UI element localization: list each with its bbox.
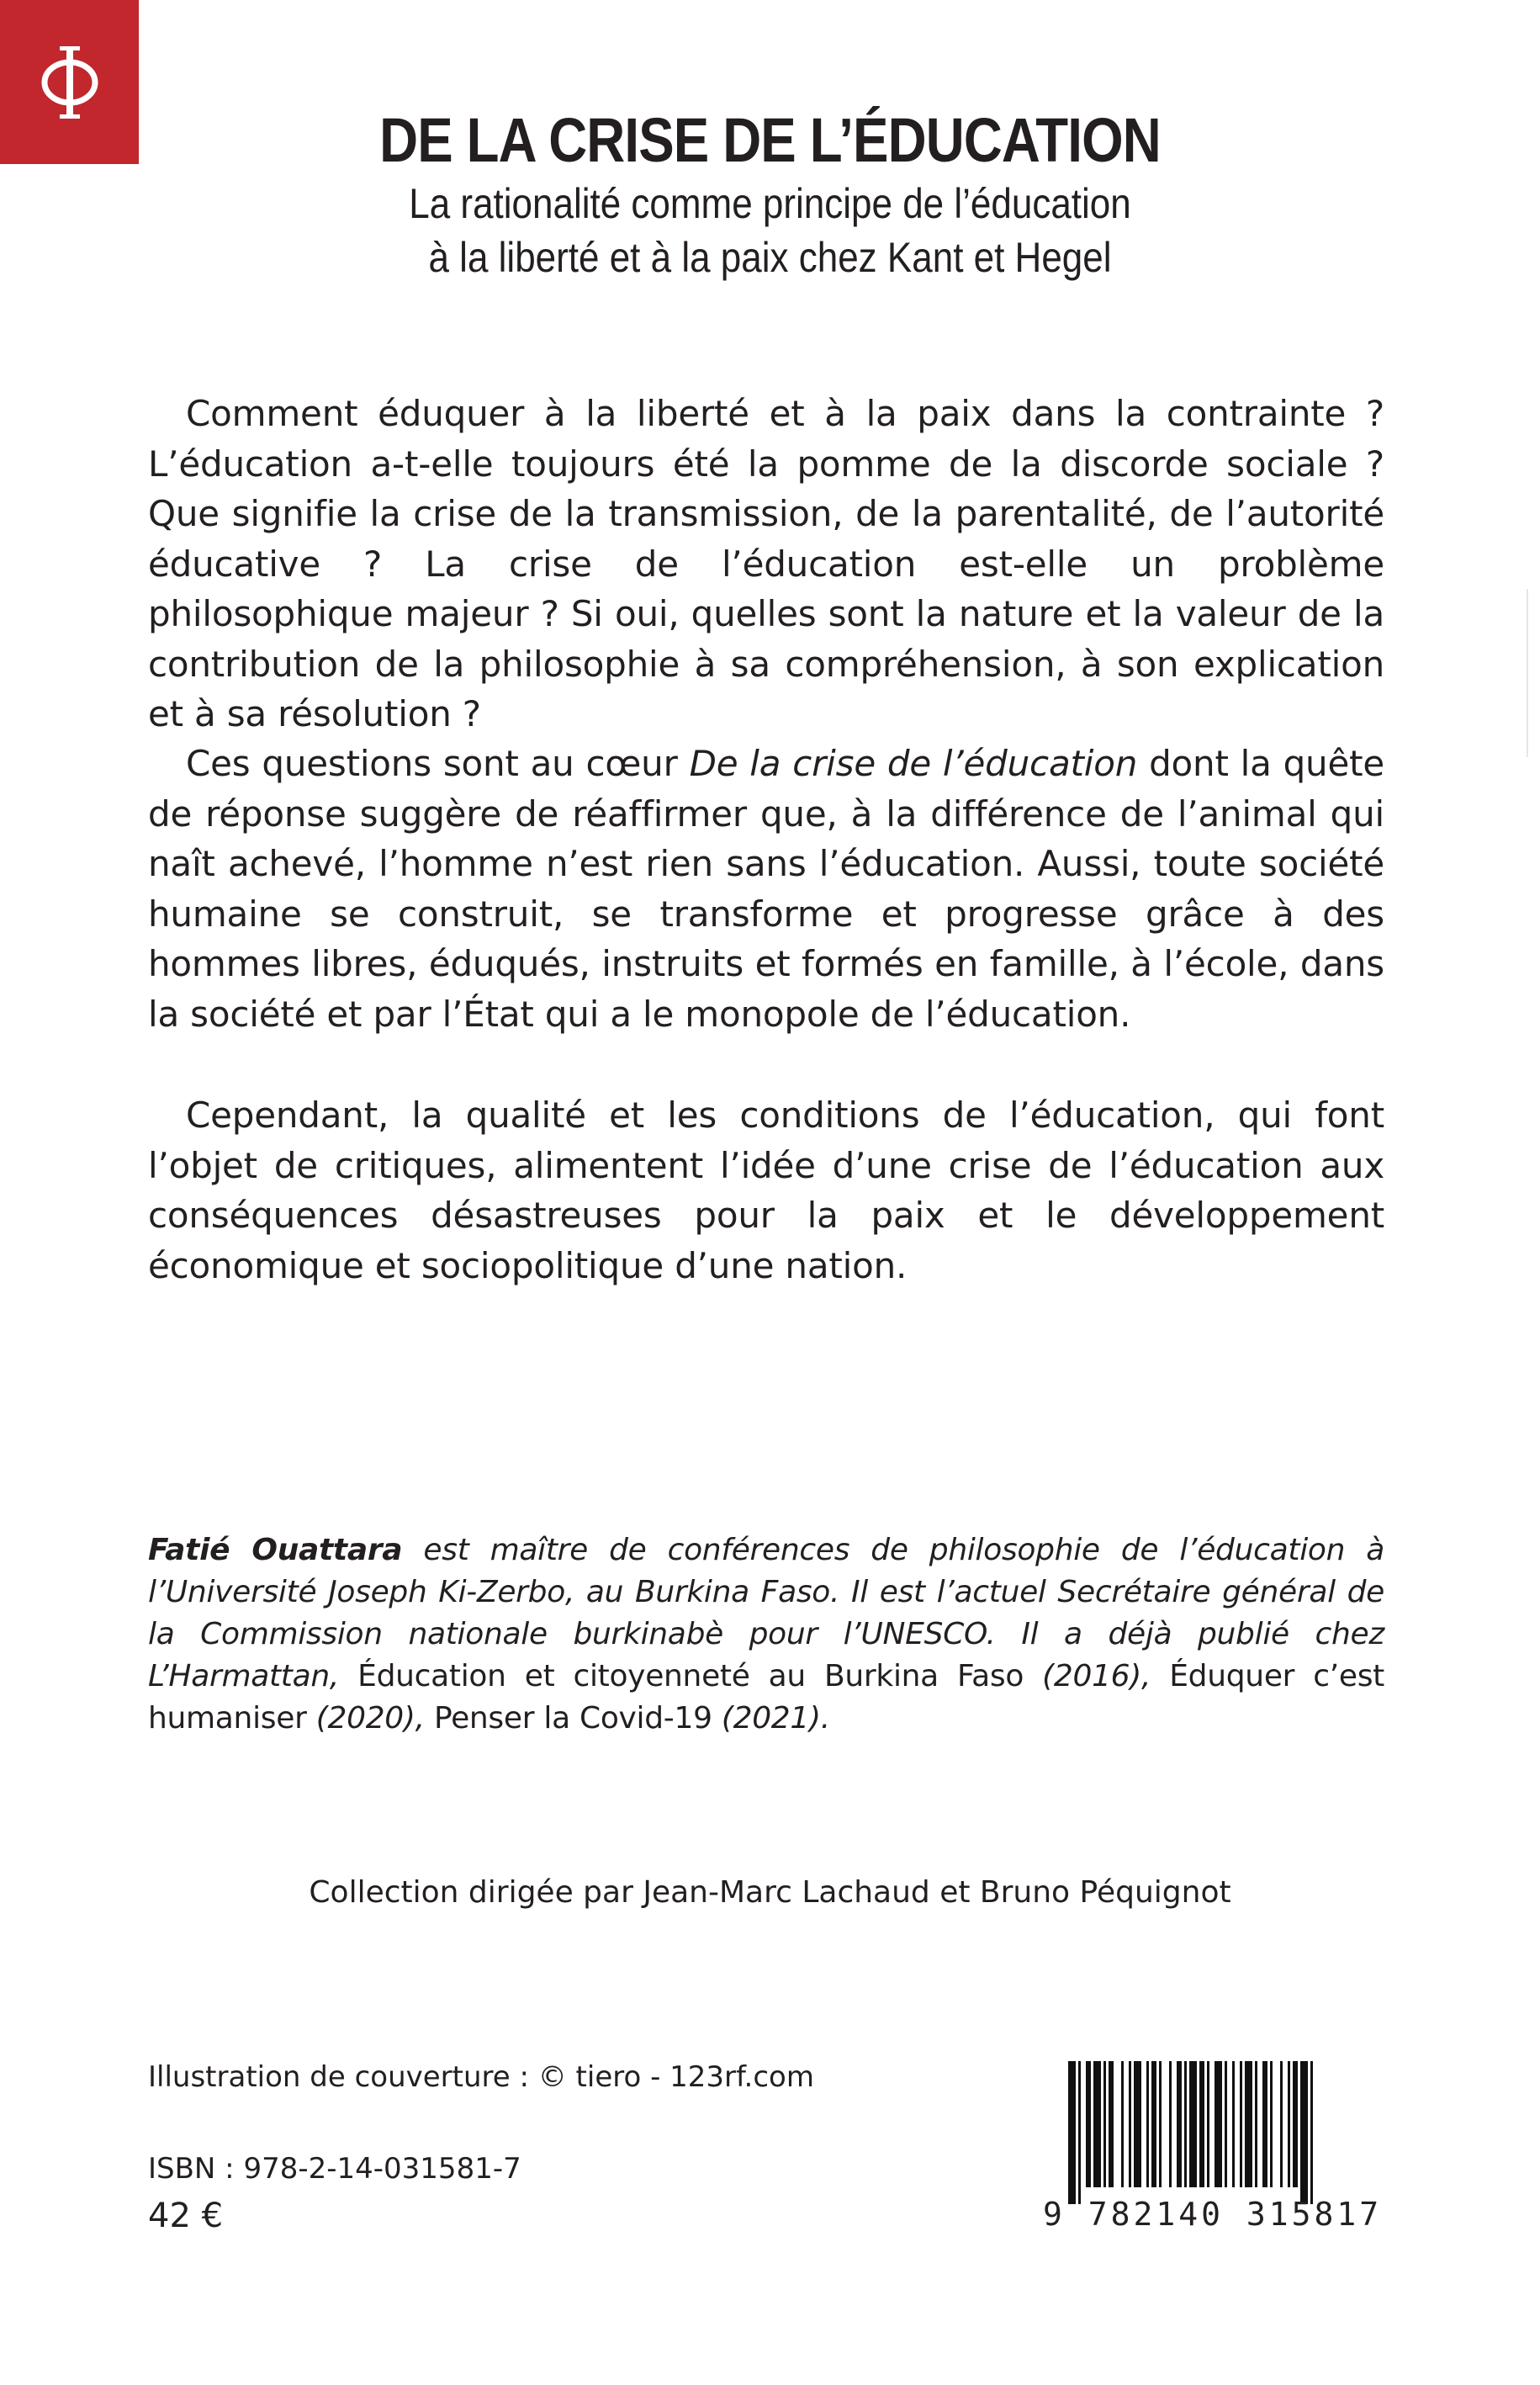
barcode-bar <box>1293 2061 1298 2187</box>
bio-year-3: (2021). <box>712 1701 830 1736</box>
isbn: ISBN : 978-2-14-031581-7 <box>148 2152 521 2186</box>
barcode-bar <box>1093 2061 1101 2187</box>
bio-book-3: Penser la Covid-19 <box>433 1701 712 1736</box>
illustration-credit: Illustration de couverture : © tiero - 123rf.com <box>148 2060 814 2094</box>
bio-book-2: Éduquer c’est humaniser <box>148 1659 1384 1736</box>
barcode-bar <box>1151 2061 1156 2187</box>
barcode-bar <box>1207 2061 1209 2187</box>
blurb-paragraph-2 <box>148 739 1384 1039</box>
bio-year-2: (2020), <box>306 1701 434 1736</box>
barcode-bar <box>1310 2061 1313 2204</box>
subtitle-line-2: à la liberté et à la paix chez Kant et Hegel <box>428 234 1112 281</box>
barcode-bar <box>1280 2061 1283 2187</box>
barcode-bar <box>1103 2061 1106 2187</box>
barcode-bar <box>1255 2061 1257 2187</box>
barcode-bar <box>1189 2061 1197 2187</box>
barcode-bar <box>1184 2061 1187 2187</box>
barcode-bar <box>1177 2061 1182 2187</box>
bio-book-1: Éducation et citoyenneté au Burkina Faso <box>357 1659 1024 1693</box>
barcode-bar <box>1068 2061 1076 2204</box>
blurb-p3-text: Cependant, la qualité et les conditions de l’éducation, qui font l’objet de critiques, alimentent l’idée d’une crise de l’éducation aux conséquences désastreuses pour la paix et le développement économique et sociopolitique d’une nation. <box>148 1094 1384 1286</box>
barcode-bar <box>1169 2061 1172 2187</box>
author-bio <box>148 1529 1384 1740</box>
blurb-paragraph-3 <box>148 1090 1384 1291</box>
barcode-digits: 9 782140 315817 <box>1043 2196 1383 2233</box>
barcode-bar <box>1215 2061 1222 2187</box>
author-bio-text: est maître de conférences de philosophie de l’éducation à l’Université Joseph Ki-Zerbo, au Burkina Faso. Il est l’actuel Secrétaire général de la Commission nationale burkinabè pour l’UNESCO. Il a déjà publié chez L’Harmattan, <box>148 1533 1384 1693</box>
barcode-bar <box>1121 2061 1124 2187</box>
barcode-bar <box>1225 2061 1227 2187</box>
subtitle-line-1: La rationalité comme principe de l’éducation <box>409 180 1131 227</box>
collection-credit: Collection dirigée par Jean-Marc Lachaud et Bruno Péquignot <box>309 1875 1231 1910</box>
barcode-bar <box>1159 2061 1162 2187</box>
barcode-bar <box>1300 2061 1308 2204</box>
blurb-paragraph-1 <box>148 389 1384 739</box>
blurb-p2-book-title: De la crise de l’éducation <box>689 743 1138 784</box>
barcode-bar <box>1199 2061 1204 2187</box>
barcode-bar <box>1232 2061 1235 2187</box>
barcode-bar <box>1134 2061 1141 2187</box>
barcode-bar <box>1109 2061 1114 2187</box>
barcode-bar <box>1245 2061 1252 2187</box>
author-name: Fatié Ouattara <box>148 1533 403 1567</box>
blurb-p2-text-end: dont la quête de réponse suggère de réaffirmer que, à la différence de l’animal qui naît achevé, l’homme n’est rien sans l’éducation. Aussi, toute société humaine se construit, se transforme et progresse grâce à des hommes libres, éduqués, instruits et formés en famille, à l’école, dans la société et par l’État qui a le monopole de l’éducation. <box>148 743 1384 1035</box>
phi-logo-icon <box>36 36 103 129</box>
price: 42 € <box>148 2197 224 2235</box>
barcode-bar <box>1129 2061 1131 2187</box>
barcode-bar <box>1288 2061 1290 2187</box>
barcode-bar <box>1270 2061 1273 2187</box>
barcode-bar <box>1078 2061 1081 2204</box>
barcode-bar <box>1240 2061 1242 2187</box>
blurb-p2-text-start: Ces questions sont au cœur <box>186 743 690 784</box>
blurb-p1-text: Comment éduquer à la liberté et à la paix dans la contrainte ? L’éducation a-t-elle toujours été la pomme de la discorde sociale ? Que signifie la crise de la transmission, de la parentalité, de l’autorité éducative ? La crise de l’éducation est-elle un problème philosophique majeur ? Si oui, quelles sont la nature et la valeur de la contribution de la philosophie à sa compréhension, à son explication et à sa résolution ? <box>148 393 1384 734</box>
book-title: DE LA CRISE DE L’ÉDUCATION <box>379 105 1161 175</box>
barcode-bar <box>1086 2061 1091 2187</box>
barcode-bars <box>1068 2061 1388 2204</box>
spine-edge <box>1527 589 1528 757</box>
bio-year-1: (2016), <box>1024 1659 1170 1693</box>
barcode-bar <box>1262 2061 1267 2187</box>
barcode-bar <box>1146 2061 1149 2187</box>
